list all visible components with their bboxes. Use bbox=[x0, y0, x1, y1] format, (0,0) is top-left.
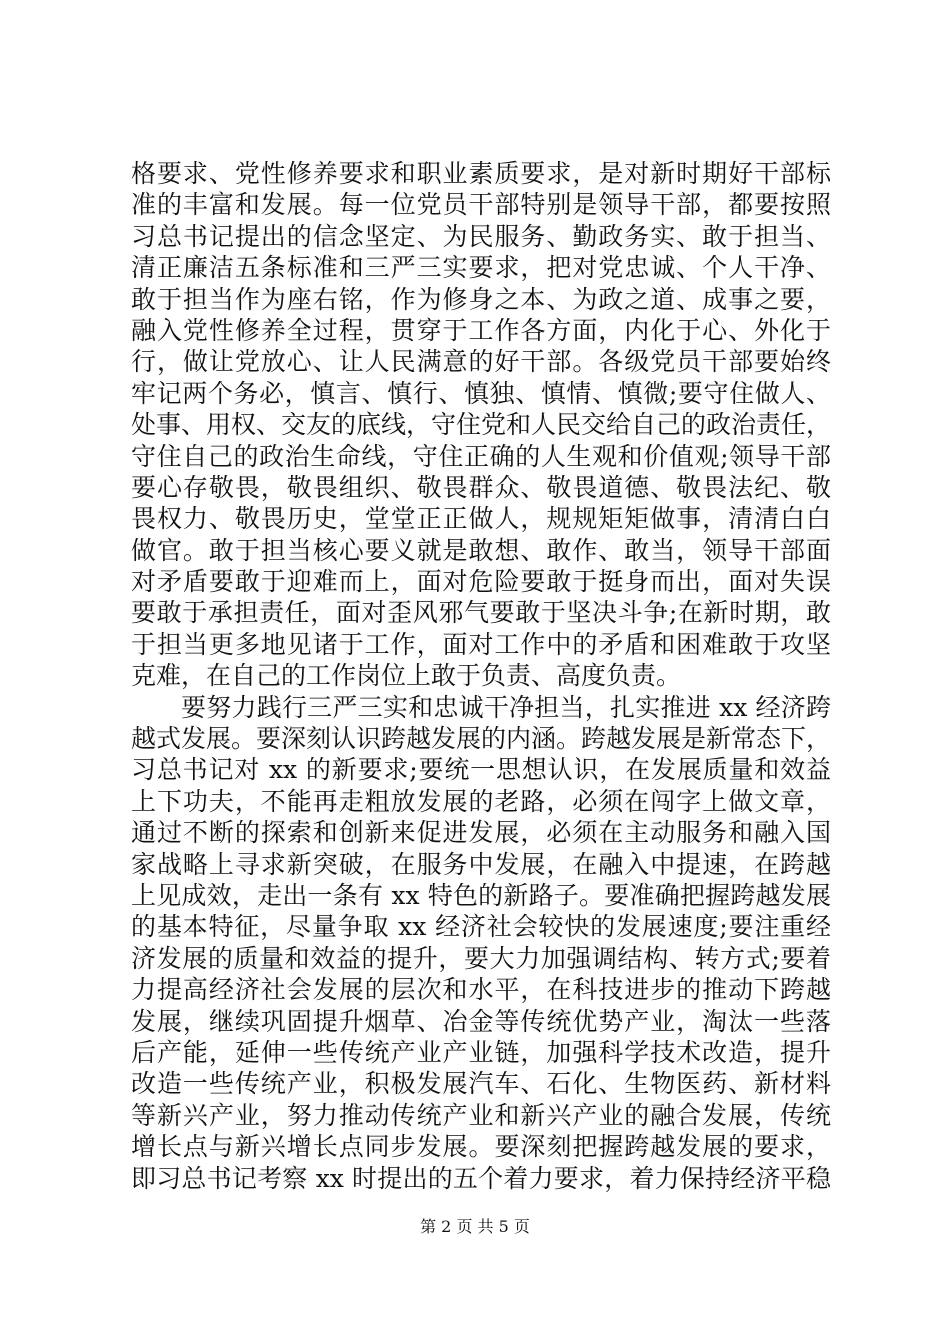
text-line: 格要求、党性修养要求和职业素质要求，是对新时期好干部标 bbox=[131, 159, 831, 188]
text-line: 处事、用权、交友的底线，守住党和人民交给自己的政治责任， bbox=[131, 410, 831, 440]
text-line: 发展，继续巩固提升烟草、冶金等传统优势产业，淘汰一些落 bbox=[131, 1006, 831, 1036]
text-line: 越式发展。要深刻认识跨越发展的内涵。跨越发展是新常态下， bbox=[131, 724, 831, 754]
text-line: 习总书记对 xx 的新要求;要统一思想认识，在发展质量和效益 bbox=[131, 755, 831, 785]
text-line: 做官。敢于担当核心要义就是敢想、敢作、敢当，领导干部面 bbox=[131, 535, 831, 565]
text-line: 要心存敬畏，敬畏组织、敬畏群众、敬畏道德、敬畏法纪、敬 bbox=[131, 472, 831, 502]
text-line: 济发展的质量和效益的提升，要大力加强调结构、转方式;要着 bbox=[131, 943, 831, 973]
text-line: 准的丰富和发展。每一位党员干部特别是领导干部，都要按照 bbox=[131, 190, 831, 220]
text-line: 畏权力、敬畏历史，堂堂正正做人，规规矩矩做事，清清白白 bbox=[131, 504, 831, 534]
text-line: 的基本特征，尽量争取 xx 经济社会较快的发展速度;要注重经 bbox=[131, 912, 831, 942]
document-body bbox=[131, 158, 831, 1194]
paragraph-2 bbox=[131, 692, 831, 1194]
text-line: 于担当更多地见诸于工作，面对工作中的矛盾和困难敢于攻坚 bbox=[131, 629, 831, 659]
text-line: 习总书记提出的信念坚定、为民服务、勤政务实、敢于担当、 bbox=[131, 221, 831, 251]
text-line: 后产能，延伸一些传统产业产业链，加强科学技术改造，提升 bbox=[131, 1037, 831, 1067]
page-number-footer: 第 2 页 共 5 页 bbox=[420, 1217, 530, 1236]
text-line: 守住自己的政治生命线，守住正确的人生观和价值观;领导干部 bbox=[131, 441, 831, 471]
text-line: 通过不断的探索和创新来促进发展，必须在主动服务和融入国 bbox=[131, 818, 831, 848]
text-line: 要努力践行三严三实和忠诚干净担当，扎实推进 xx 经济跨 bbox=[181, 692, 831, 722]
text-line: 清正廉洁五条标准和三严三实要求，把对党忠诚、个人干净、 bbox=[131, 253, 831, 283]
text-line: 等新兴产业，努力推动传统产业和新兴产业的融合发展，传统 bbox=[131, 1100, 831, 1130]
text-line: 牢记两个务必，慎言、慎行、慎独、慎情、慎微;要守住做人、 bbox=[131, 378, 831, 408]
text-line: 融入党性修养全过程，贯穿于工作各方面，内化于心、外化于 bbox=[131, 315, 831, 345]
text-line: 家战略上寻求新突破，在服务中发展，在融入中提速，在跨越 bbox=[131, 849, 831, 879]
text-line: 克难，在自己的工作岗位上敢于负责、高度负责。 bbox=[131, 661, 682, 691]
text-line: 行，做让党放心、让人民满意的好干部。各级党员干部要始终 bbox=[131, 347, 831, 377]
text-line: 对矛盾要敢于迎难而上，面对危险要敢于挺身而出，面对失误 bbox=[131, 567, 831, 597]
text-line: 上下功夫，不能再走粗放发展的老路，必须在闯字上做文章， bbox=[131, 786, 831, 816]
text-line: 改造一些传统产业，积极发展汽车、石化、生物医药、新材料 bbox=[131, 1069, 831, 1099]
paragraph-1 bbox=[131, 158, 831, 692]
text-line: 敢于担当作为座右铭，作为修身之本、为政之道、成事之要， bbox=[131, 284, 831, 314]
text-line: 要敢于承担责任，面对歪风邪气要敢于坚决斗争;在新时期，敢 bbox=[131, 598, 831, 628]
text-line: 即习总书记考察 xx 时提出的五个着力要求，着力保持经济平稳 bbox=[131, 1163, 831, 1193]
text-line: 力提高经济社会发展的层次和水平，在科技进步的推动下跨越 bbox=[131, 975, 831, 1005]
text-line: 增长点与新兴增长点同步发展。要深刻把握跨越发展的要求， bbox=[131, 1132, 831, 1162]
text-line: 上见成效，走出一条有 xx 特色的新路子。要准确把握跨越发展 bbox=[131, 880, 831, 910]
